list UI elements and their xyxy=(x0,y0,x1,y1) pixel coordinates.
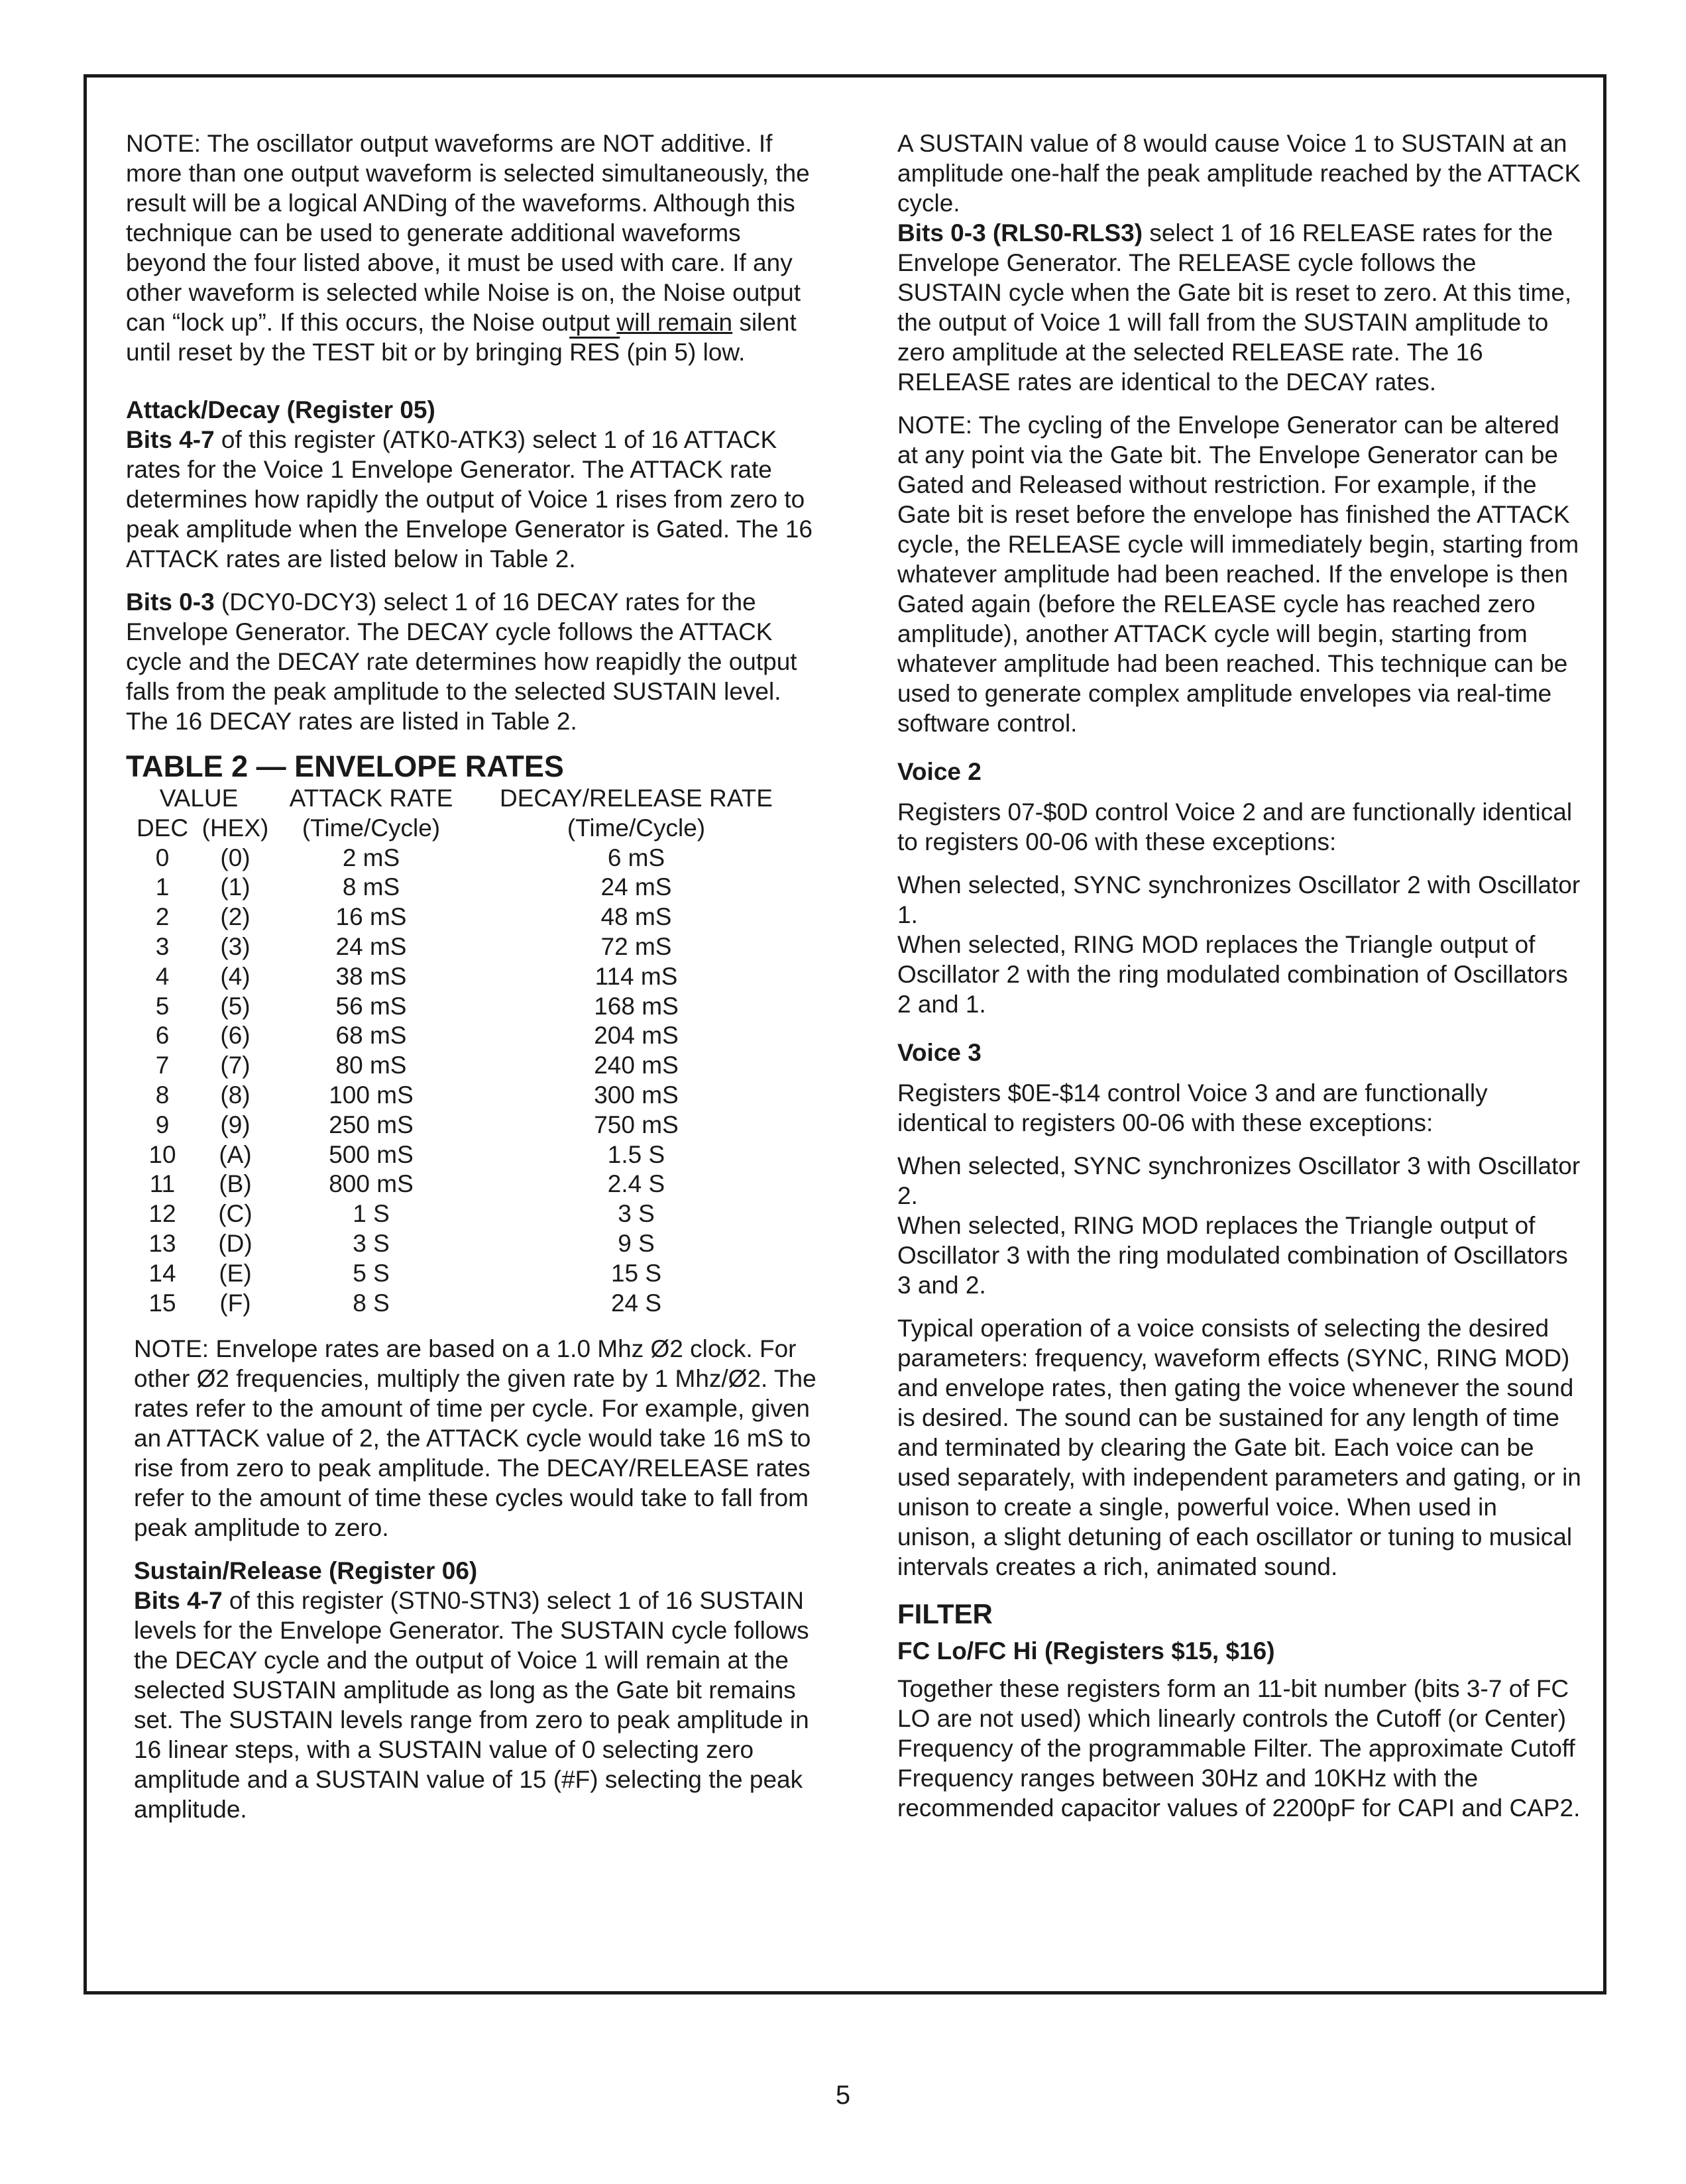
voice3-ring: When selected, RING MOD replaces the Triangle output of Oscillator 3 with the ring modulated combination of Oscillators 3 and 2. xyxy=(897,1212,1568,1299)
attack-rate-cell: 8 mS xyxy=(342,873,400,901)
table-row xyxy=(126,1140,802,1170)
dec-cell: 11 xyxy=(149,1170,176,1198)
decay-release-cell: 48 mS xyxy=(600,903,672,931)
decay-release-cell: 300 mS xyxy=(594,1081,679,1109)
voice3-intro: Registers $0E-$14 control Voice 3 and are functionally identical to registers 00-06 with these exceptions: xyxy=(897,1079,1488,1136)
hex-cell: (D) xyxy=(218,1229,253,1257)
hex-cell: (E) xyxy=(219,1259,252,1287)
table-row xyxy=(126,844,802,873)
dec-cell: 6 xyxy=(155,1022,170,1050)
dec-cell: 7 xyxy=(155,1052,170,1079)
dec-cell: 9 xyxy=(155,1111,170,1138)
hex-cell: (0) xyxy=(220,844,251,871)
value-header: VALUE xyxy=(159,785,239,812)
table-row xyxy=(126,1199,802,1229)
hex-cell: (F) xyxy=(219,1289,251,1317)
sustain-release-heading: Sustain/Release (Register 06) xyxy=(134,1557,478,1585)
sustain-continued: A SUSTAIN value of 8 would cause Voice 1 to SUSTAIN at an amplitude one-half the peak amplitude reached by the ATTACK cycle. xyxy=(897,130,1581,217)
hex-cell: (B) xyxy=(219,1170,252,1198)
table-row xyxy=(126,902,802,932)
table-row xyxy=(126,1111,802,1140)
attack-rate-cell: 8 S xyxy=(353,1289,390,1317)
decay-release-cell: 9 S xyxy=(618,1229,655,1257)
hex-cell: (C) xyxy=(218,1200,253,1228)
attack-rate-cell: 38 mS xyxy=(335,962,407,990)
hex-cell: (7) xyxy=(220,1052,251,1079)
table-row xyxy=(126,962,802,992)
attack-rate-cell: 24 mS xyxy=(335,932,407,960)
voice2-sync: When selected, SYNC synchronizes Oscillator 2 with Oscillator 1. xyxy=(897,871,1581,928)
attack-rate-cell: 800 mS xyxy=(329,1170,414,1198)
decay-paragraph: Bits 0-3 (DCY0-DCY3) select 1 of 16 DECAY rates for the Envelope Generator. The DECAY cycle follows the ATTACK cycle and the DECAY rate determines how reapidly the output falls from the peak amplitude to the selected SUSTAIN level. The 16 DECAY rates are listed in Table 2. xyxy=(126,588,797,735)
envelope-rates-note: NOTE: Envelope rates are based on a 1.0 Mhz Ø2 clock. For other Ø2 frequencies, multiply the given rate by 1 Mhz/Ø2. The rates refer to the amount of time per cycle. For example, given an ATTACK value of 2, the ATTACK cycle would take 16 mS to rise from zero to peak amplitude. The DECAY/RELEASE rates refer to the amount of time these cycles would take to fall from peak amplitude to zero. xyxy=(134,1335,816,1542)
attack-rate-cell: 68 mS xyxy=(335,1022,407,1050)
attack-unit-header: (Time/Cycle) xyxy=(302,814,441,842)
decay-release-header: DECAY/RELEASE RATE xyxy=(500,785,773,812)
hex-cell: (3) xyxy=(220,932,251,960)
attack-rate-cell: 56 mS xyxy=(335,992,407,1020)
voice2-intro: Registers 07-$0D control Voice 2 and are functionally identical to registers 00-06 with these exceptions: xyxy=(897,798,1573,855)
decay-release-cell: 168 mS xyxy=(594,992,679,1020)
oscillator-note: NOTE: The oscillator output waveforms are NOT additive. If more than one output waveform is selected simultaneously, the result will be a logical ANDing of the waveforms. Although this technique can be used to generate additional waveforms beyond the four listed above, it must be used with care. If any other waveform is selected while Noise is on, the Noise output can “lock up”. If this occurs, the Noise output will remain silent until reset by the TEST bit or by bringing $\overline{RES}$ (pin 5) low. xyxy=(126,130,810,366)
dec-cell: 14 xyxy=(148,1259,176,1287)
decay-release-cell: 240 mS xyxy=(594,1052,679,1079)
dec-cell: 2 xyxy=(155,903,170,931)
table-header-row xyxy=(126,784,802,814)
attack-rate-cell: 500 mS xyxy=(329,1140,414,1168)
decay-release-cell: 6 mS xyxy=(607,844,665,871)
table-title: TABLE 2 — ENVELOPE RATES xyxy=(126,749,564,783)
dec-cell: 1 xyxy=(155,873,170,901)
decay-release-cell: 24 mS xyxy=(600,873,672,901)
decay-release-cell: 750 mS xyxy=(594,1111,679,1138)
decay-release-cell: 3 S xyxy=(618,1200,655,1228)
attack-rate-cell: 100 mS xyxy=(329,1081,414,1109)
hex-cell: (1) xyxy=(220,873,251,901)
res-pin-label: $\overline{RES}$ xyxy=(569,339,620,366)
table-row xyxy=(126,1170,802,1199)
fc-paragraph: Together these registers form an 11-bit number (bits 3-7 of FC LO are not used) which linearly controls the Cutoff (or Center) Frequency of the programmable Filter. The approximate Cutoff Frequency ranges between 30Hz and 10KHz with the recommended capacitor values of 2200pF for CAPI and CAP2. xyxy=(897,1675,1581,1822)
table-row xyxy=(126,1289,802,1319)
dec-header: DEC xyxy=(136,814,189,842)
voice2-ring: When selected, RING MOD replaces the Triangle output of Oscillator 2 with the ring modulated combination of Oscillators 2 and 1. xyxy=(897,931,1568,1018)
dec-cell: 13 xyxy=(148,1229,176,1257)
envelope-rates-table xyxy=(126,784,802,1318)
cycling-note: NOTE: The cycling of the Envelope Generator can be altered at any point via the Gate bit. The Envelope Generator can be Gated and Released without restriction. For example, if the Gate bit is reset before the envelope has finished the ATTACK cycle, the RELEASE cycle will immediately begin, starting from whatever amplitude had been reached. If the envelope is then Gated again (before the RELEASE cycle has reached zero amplitude), another ATTACK cycle will begin, starting from whatever amplitude had been reached. This technique can be used to generate complex amplitude envelopes via real-time software control. xyxy=(897,411,1579,737)
decay-release-cell: 204 mS xyxy=(594,1022,679,1050)
table-row xyxy=(126,932,802,962)
hex-cell: (A) xyxy=(219,1140,252,1168)
attack-rate-cell: 5 S xyxy=(353,1259,390,1287)
attack-rate-cell: 3 S xyxy=(353,1229,390,1257)
dec-cell: 5 xyxy=(155,992,170,1020)
attack-decay-heading: Attack/Decay (Register 05) xyxy=(126,396,435,423)
hex-cell: (8) xyxy=(220,1081,251,1109)
filter-heading: FILTER xyxy=(897,1598,993,1629)
hex-cell: (6) xyxy=(220,1022,251,1050)
decay-unit-header: (Time/Cycle) xyxy=(567,814,706,842)
voice2-heading: Voice 2 xyxy=(897,758,982,785)
typical-operation: Typical operation of a voice consists of selecting the desired parameters: frequency, waveform effects (SYNC, RING MOD) and envelope rates, then gating the voice whenever the sound is desired. The sound can be sustained for any length of time and terminated by clearing the Gate bit. Each voice can be used separately, with independent parameters and gating, or in unison to create a single, powerful voice. When used in unison, a slight detuning of each oscillator or tuning to musical intervals creates a rich, animated sound. xyxy=(897,1315,1581,1580)
voice3-sync: When selected, SYNC synchronizes Oscillator 3 with Oscillator 2. xyxy=(897,1152,1581,1209)
decay-release-cell: 114 mS xyxy=(594,962,678,990)
dec-cell: 15 xyxy=(148,1289,176,1317)
dec-cell: 12 xyxy=(148,1200,176,1228)
dec-cell: 10 xyxy=(148,1140,176,1168)
page-number: 5 xyxy=(835,2081,851,2110)
right-column xyxy=(897,129,1581,1836)
release-paragraph: Bits 0-3 (RLS0-RLS3) select 1 of 16 RELEASE rates for the Envelope Generator. The RELEASE cycle follows the SUSTAIN cycle when the Gate bit is reset to zero. At this time, the output of Voice 1 will fall from the SUSTAIN amplitude to zero amplitude at the selected RELEASE rate. The 16 RELEASE rates are identical to the DECAY rates. xyxy=(897,219,1572,396)
dec-cell: 0 xyxy=(155,844,170,871)
table-row xyxy=(126,1229,802,1259)
table-row xyxy=(126,992,802,1022)
decay-release-cell: 2.4 S xyxy=(607,1170,665,1198)
table-row xyxy=(126,1259,802,1289)
dec-cell: 8 xyxy=(155,1081,170,1109)
attack-rate-cell: 250 mS xyxy=(329,1111,414,1138)
hex-cell: (4) xyxy=(220,962,251,990)
underlined-phrase: will remain xyxy=(616,309,733,336)
attack-paragraph: Bits 4-7 of this register (ATK0-ATK3) select 1 of 16 ATTACK rates for the Voice 1 Envelope Generator. The ATTACK rate determines how rapidly the output of Voice 1 rises from zero to peak amplitude when the Envelope Generator is Gated. The 16 ATTACK rates are listed below in Table 2. xyxy=(126,426,813,573)
attack-rate-cell: 2 mS xyxy=(342,844,400,871)
voice3-heading: Voice 3 xyxy=(897,1039,982,1066)
decay-release-cell: 1.5 S xyxy=(607,1140,665,1168)
attack-rate-cell: 80 mS xyxy=(335,1052,407,1079)
hex-cell: (2) xyxy=(220,903,251,931)
table-row xyxy=(126,873,802,902)
attack-rate-header: ATTACK RATE xyxy=(289,785,453,812)
fc-heading: FC Lo/FC Hi (Registers $15, $16) xyxy=(897,1637,1275,1665)
decay-release-cell: 15 S xyxy=(610,1259,662,1287)
table-row xyxy=(126,1021,802,1051)
table-row xyxy=(126,1081,802,1111)
sustain-paragraph: Bits 4-7 of this register (STN0-STN3) select 1 of 16 SUSTAIN levels for the Envelope Generator. The SUSTAIN cycle follows the DECAY cycle and the output of Voice 1 will remain at the selected SUSTAIN amplitude as long as the Gate bit remains set. The SUSTAIN levels range from zero to peak amplitude in 16 linear steps, with a SUSTAIN value of 0 selecting zero amplitude and a SUSTAIN value of 15 (#F) selecting the peak amplitude. xyxy=(134,1587,809,1824)
decay-release-cell: 72 mS xyxy=(600,932,672,960)
left-column xyxy=(126,129,820,1837)
hex-cell: (9) xyxy=(220,1111,251,1138)
table-row xyxy=(126,1051,802,1081)
attack-rate-cell: 1 S xyxy=(353,1200,390,1228)
hex-header: (HEX) xyxy=(201,814,269,842)
hex-cell: (5) xyxy=(220,992,251,1020)
table-subheader-row xyxy=(126,814,802,844)
attack-rate-cell: 16 mS xyxy=(335,903,407,931)
dec-cell: 4 xyxy=(155,962,170,990)
dec-cell: 3 xyxy=(155,932,170,960)
decay-release-cell: 24 S xyxy=(610,1289,662,1317)
